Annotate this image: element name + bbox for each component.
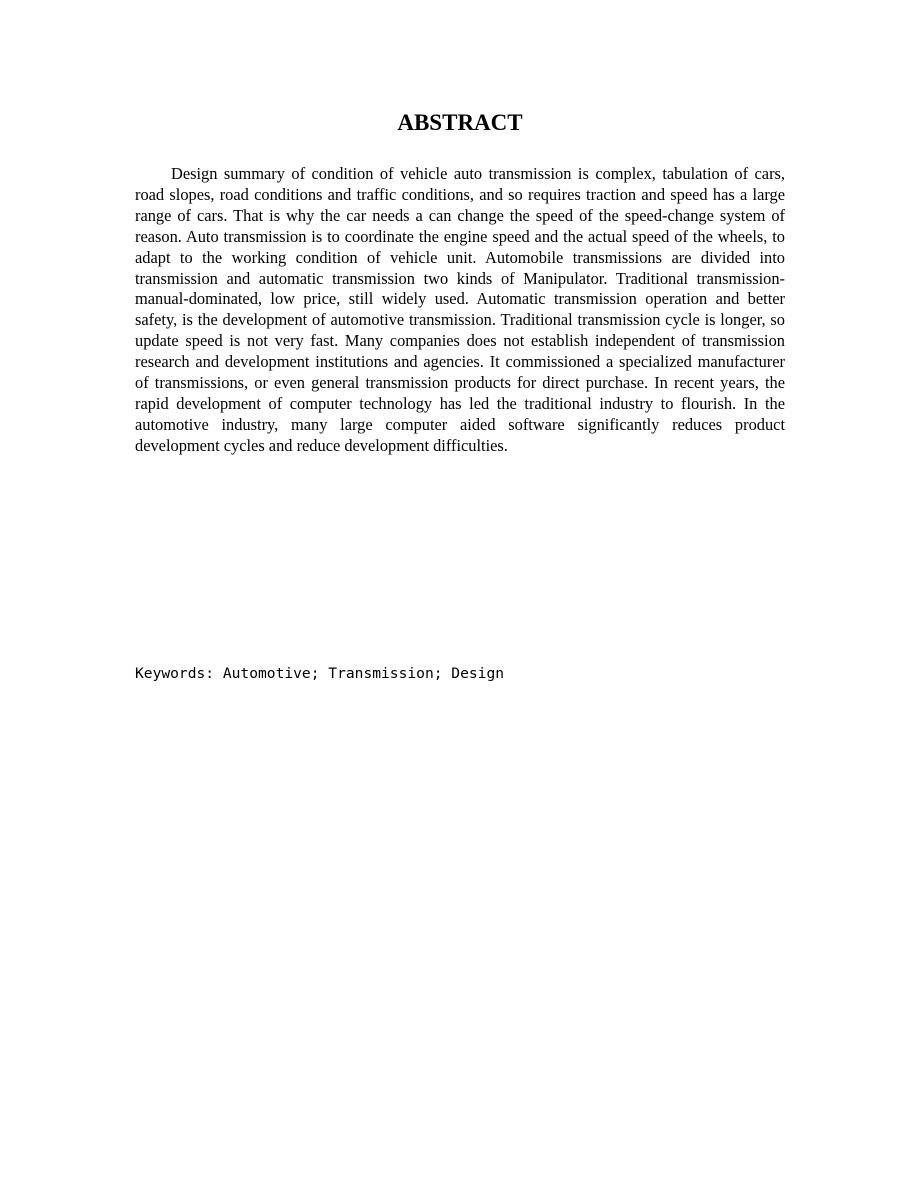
- abstract-title: ABSTRACT: [397, 110, 523, 135]
- abstract-body: Design summary of condition of vehicle auto transmission is complex, tabulation of cars, road slopes, road conditions and traffic conditions, and so requires traction and speed has a large range of cars. That is why the car needs a can change the speed of the speed-change system of reason. Auto transmission is to coordinate the engine speed and the actual speed of the wheels, to adapt to the working condition of vehicle unit. Automobile transmissions are divided into transmission and automatic transmission two kinds of Manipulator. Traditional transmission-manual-dominated, low price, still widely used. Automatic transmission operation and better safety, is the development of automotive transmission. Traditional transmission cycle is longer, so update speed is not very fast. Many companies does not establish independent of transmission research and development institutions and agencies. It commissioned a specialized manufacturer of transmissions, or even general transmission products for direct purchase. In recent years, the rapid development of computer technology has led the traditional industry to flourish. In the automotive industry, many large computer aided software significantly reduces product development cycles and reduce development difficulties.: [135, 164, 785, 455]
- keywords-line: Keywords: Automotive; Transmission; Design: [135, 665, 505, 682]
